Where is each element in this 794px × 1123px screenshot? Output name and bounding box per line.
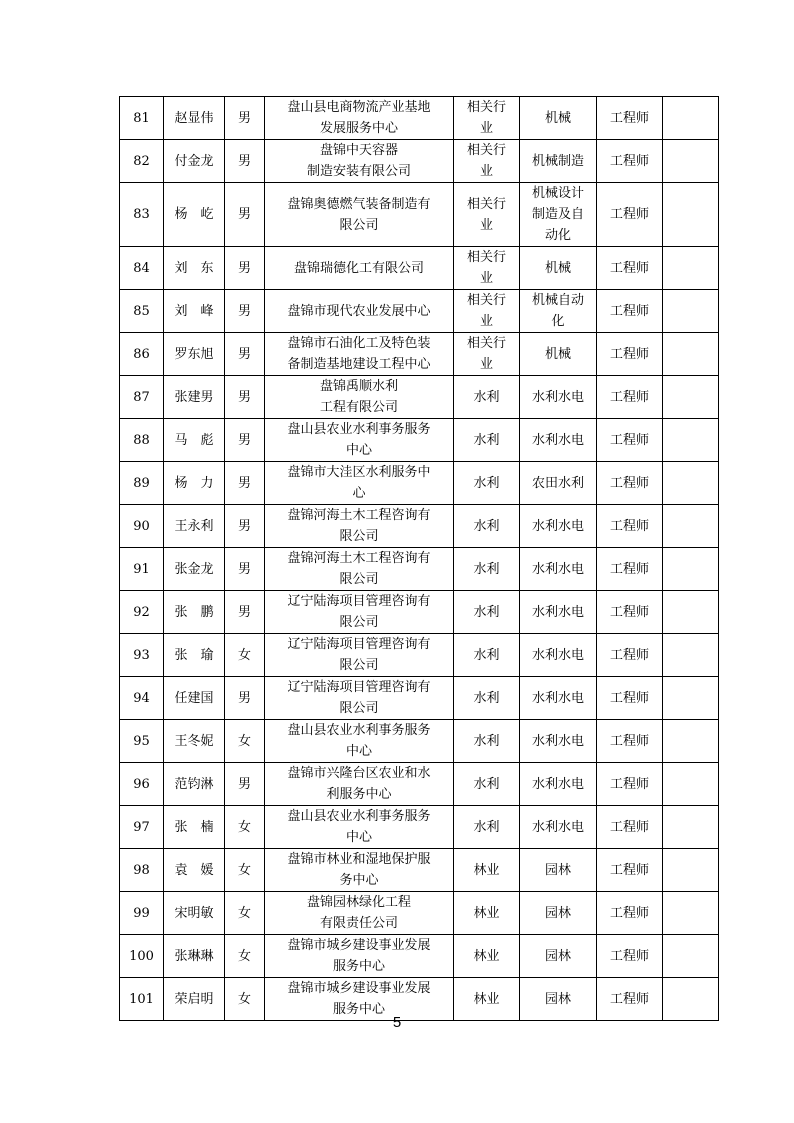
note-cell bbox=[663, 247, 719, 290]
specialty-cell: 园林 bbox=[520, 849, 597, 892]
person-name-cell: 付金龙 bbox=[164, 140, 225, 183]
table-row bbox=[120, 720, 719, 763]
professional-title-cell: 工程师 bbox=[597, 97, 663, 140]
table-row bbox=[120, 806, 719, 849]
professional-title-cell: 工程师 bbox=[597, 548, 663, 591]
professional-title-cell: 工程师 bbox=[597, 935, 663, 978]
note-cell bbox=[663, 591, 719, 634]
row-number-cell: 93 bbox=[120, 634, 164, 677]
work-unit-cell: 辽宁陆海项目管理咨询有 限公司 bbox=[265, 634, 454, 677]
gender-cell: 女 bbox=[225, 978, 265, 1021]
professional-title-cell: 工程师 bbox=[597, 677, 663, 720]
professional-title-cell: 工程师 bbox=[597, 591, 663, 634]
person-name-cell: 王永利 bbox=[164, 505, 225, 548]
specialty-cell: 水利水电 bbox=[520, 548, 597, 591]
work-unit-cell: 盘锦河海土木工程咨询有 限公司 bbox=[265, 505, 454, 548]
page-number: 5 bbox=[392, 1014, 402, 1031]
row-number-cell: 94 bbox=[120, 677, 164, 720]
work-unit-cell: 盘锦市大洼区水利服务中 心 bbox=[265, 462, 454, 505]
table-row bbox=[120, 290, 719, 333]
specialty-cell: 机械设计 制造及自 动化 bbox=[520, 183, 597, 247]
row-number-cell: 88 bbox=[120, 419, 164, 462]
table-row bbox=[120, 548, 719, 591]
work-unit-cell: 盘锦河海土木工程咨询有 限公司 bbox=[265, 548, 454, 591]
person-name-cell: 范钧淋 bbox=[164, 763, 225, 806]
specialty-cell: 机械 bbox=[520, 247, 597, 290]
row-number-cell: 92 bbox=[120, 591, 164, 634]
specialty-cell: 园林 bbox=[520, 892, 597, 935]
industry-cell: 水利 bbox=[454, 376, 520, 419]
note-cell bbox=[663, 333, 719, 376]
professional-title-cell: 工程师 bbox=[597, 140, 663, 183]
work-unit-cell: 盘锦园林绿化工程 有限责任公司 bbox=[265, 892, 454, 935]
gender-cell: 男 bbox=[225, 462, 265, 505]
row-number-cell: 101 bbox=[120, 978, 164, 1021]
industry-cell: 林业 bbox=[454, 849, 520, 892]
gender-cell: 男 bbox=[225, 505, 265, 548]
specialty-cell: 水利水电 bbox=[520, 720, 597, 763]
work-unit-cell: 盘锦瑞德化工有限公司 bbox=[265, 247, 454, 290]
table-row bbox=[120, 763, 719, 806]
specialty-cell: 农田水利 bbox=[520, 462, 597, 505]
industry-cell: 水利 bbox=[454, 634, 520, 677]
industry-cell: 相关行 业 bbox=[454, 333, 520, 376]
gender-cell: 男 bbox=[225, 591, 265, 634]
person-name-cell: 马 彪 bbox=[164, 419, 225, 462]
note-cell bbox=[663, 720, 719, 763]
table-row bbox=[120, 677, 719, 720]
industry-cell: 水利 bbox=[454, 763, 520, 806]
table-row bbox=[120, 462, 719, 505]
person-name-cell: 刘 峰 bbox=[164, 290, 225, 333]
work-unit-cell: 盘锦市石油化工及特色装 备制造基地建设工程中心 bbox=[265, 333, 454, 376]
table-row bbox=[120, 591, 719, 634]
specialty-cell: 园林 bbox=[520, 978, 597, 1021]
work-unit-cell: 盘山县农业水利事务服务 中心 bbox=[265, 720, 454, 763]
row-number-cell: 98 bbox=[120, 849, 164, 892]
person-name-cell: 张 楠 bbox=[164, 806, 225, 849]
work-unit-cell: 盘锦中天容器 制造安装有限公司 bbox=[265, 140, 454, 183]
gender-cell: 男 bbox=[225, 140, 265, 183]
note-cell bbox=[663, 97, 719, 140]
specialty-cell: 水利水电 bbox=[520, 591, 597, 634]
industry-cell: 水利 bbox=[454, 548, 520, 591]
professional-title-cell: 工程师 bbox=[597, 763, 663, 806]
note-cell bbox=[663, 419, 719, 462]
table-row bbox=[120, 892, 719, 935]
person-name-cell: 杨 力 bbox=[164, 462, 225, 505]
specialty-cell: 机械 bbox=[520, 333, 597, 376]
row-number-cell: 90 bbox=[120, 505, 164, 548]
table-row bbox=[120, 419, 719, 462]
row-number-cell: 84 bbox=[120, 247, 164, 290]
note-cell bbox=[663, 763, 719, 806]
industry-cell: 林业 bbox=[454, 892, 520, 935]
professional-title-cell: 工程师 bbox=[597, 333, 663, 376]
gender-cell: 女 bbox=[225, 806, 265, 849]
gender-cell: 男 bbox=[225, 290, 265, 333]
industry-cell: 水利 bbox=[454, 806, 520, 849]
person-name-cell: 张琳琳 bbox=[164, 935, 225, 978]
note-cell bbox=[663, 849, 719, 892]
work-unit-cell: 辽宁陆海项目管理咨询有 限公司 bbox=[265, 591, 454, 634]
professional-title-cell: 工程师 bbox=[597, 849, 663, 892]
professional-title-cell: 工程师 bbox=[597, 505, 663, 548]
note-cell bbox=[663, 505, 719, 548]
professional-title-cell: 工程师 bbox=[597, 247, 663, 290]
specialty-cell: 园林 bbox=[520, 935, 597, 978]
person-name-cell: 张 瑜 bbox=[164, 634, 225, 677]
industry-cell: 相关行 业 bbox=[454, 140, 520, 183]
gender-cell: 男 bbox=[225, 97, 265, 140]
work-unit-cell: 盘山县农业水利事务服务 中心 bbox=[265, 419, 454, 462]
row-number-cell: 97 bbox=[120, 806, 164, 849]
personnel-table bbox=[119, 96, 719, 1021]
note-cell bbox=[663, 806, 719, 849]
table-row bbox=[120, 634, 719, 677]
industry-cell: 相关行 业 bbox=[454, 290, 520, 333]
gender-cell: 男 bbox=[225, 548, 265, 591]
person-name-cell: 张 鹏 bbox=[164, 591, 225, 634]
row-number-cell: 81 bbox=[120, 97, 164, 140]
industry-cell: 水利 bbox=[454, 505, 520, 548]
professional-title-cell: 工程师 bbox=[597, 634, 663, 677]
gender-cell: 男 bbox=[225, 247, 265, 290]
professional-title-cell: 工程师 bbox=[597, 806, 663, 849]
row-number-cell: 89 bbox=[120, 462, 164, 505]
table-row bbox=[120, 247, 719, 290]
note-cell bbox=[663, 935, 719, 978]
specialty-cell: 水利水电 bbox=[520, 806, 597, 849]
work-unit-cell: 盘锦市兴隆台区农业和水 利服务中心 bbox=[265, 763, 454, 806]
table-body bbox=[120, 97, 719, 1021]
gender-cell: 男 bbox=[225, 677, 265, 720]
work-unit-cell: 盘锦市城乡建设事业发展 服务中心 bbox=[265, 935, 454, 978]
work-unit-cell: 盘锦市城乡建设事业发展 服务中心 bbox=[265, 978, 454, 1021]
note-cell bbox=[663, 290, 719, 333]
note-cell bbox=[663, 183, 719, 247]
person-name-cell: 王冬妮 bbox=[164, 720, 225, 763]
note-cell bbox=[663, 548, 719, 591]
note-cell bbox=[663, 140, 719, 183]
work-unit-cell: 盘锦奥德燃气装备制造有 限公司 bbox=[265, 183, 454, 247]
industry-cell: 相关行 业 bbox=[454, 247, 520, 290]
specialty-cell: 机械 bbox=[520, 97, 597, 140]
row-number-cell: 82 bbox=[120, 140, 164, 183]
specialty-cell: 水利水电 bbox=[520, 505, 597, 548]
note-cell bbox=[663, 892, 719, 935]
gender-cell: 女 bbox=[225, 935, 265, 978]
professional-title-cell: 工程师 bbox=[597, 892, 663, 935]
person-name-cell: 袁 媛 bbox=[164, 849, 225, 892]
specialty-cell: 机械自动 化 bbox=[520, 290, 597, 333]
industry-cell: 相关行 业 bbox=[454, 183, 520, 247]
professional-title-cell: 工程师 bbox=[597, 183, 663, 247]
professional-title-cell: 工程师 bbox=[597, 462, 663, 505]
row-number-cell: 83 bbox=[120, 183, 164, 247]
specialty-cell: 水利水电 bbox=[520, 634, 597, 677]
gender-cell: 女 bbox=[225, 720, 265, 763]
gender-cell: 男 bbox=[225, 419, 265, 462]
person-name-cell: 荣启明 bbox=[164, 978, 225, 1021]
person-name-cell: 张金龙 bbox=[164, 548, 225, 591]
industry-cell: 水利 bbox=[454, 419, 520, 462]
row-number-cell: 91 bbox=[120, 548, 164, 591]
work-unit-cell: 盘锦市林业和湿地保护服 务中心 bbox=[265, 849, 454, 892]
professional-title-cell: 工程师 bbox=[597, 290, 663, 333]
person-name-cell: 宋明敏 bbox=[164, 892, 225, 935]
industry-cell: 林业 bbox=[454, 978, 520, 1021]
person-name-cell: 任建国 bbox=[164, 677, 225, 720]
professional-title-cell: 工程师 bbox=[597, 376, 663, 419]
note-cell bbox=[663, 634, 719, 677]
industry-cell: 水利 bbox=[454, 591, 520, 634]
work-unit-cell: 盘锦禹顺水利 工程有限公司 bbox=[265, 376, 454, 419]
row-number-cell: 86 bbox=[120, 333, 164, 376]
professional-title-cell: 工程师 bbox=[597, 720, 663, 763]
specialty-cell: 水利水电 bbox=[520, 763, 597, 806]
specialty-cell: 机械制造 bbox=[520, 140, 597, 183]
note-cell bbox=[663, 677, 719, 720]
work-unit-cell: 盘山县电商物流产业基地 发展服务中心 bbox=[265, 97, 454, 140]
row-number-cell: 95 bbox=[120, 720, 164, 763]
gender-cell: 男 bbox=[225, 333, 265, 376]
person-name-cell: 罗东旭 bbox=[164, 333, 225, 376]
person-name-cell: 杨 屹 bbox=[164, 183, 225, 247]
row-number-cell: 85 bbox=[120, 290, 164, 333]
table-row bbox=[120, 505, 719, 548]
note-cell bbox=[663, 462, 719, 505]
gender-cell: 男 bbox=[225, 183, 265, 247]
gender-cell: 女 bbox=[225, 892, 265, 935]
work-unit-cell: 辽宁陆海项目管理咨询有 限公司 bbox=[265, 677, 454, 720]
gender-cell: 男 bbox=[225, 763, 265, 806]
table-row bbox=[120, 97, 719, 140]
professional-title-cell: 工程师 bbox=[597, 419, 663, 462]
row-number-cell: 87 bbox=[120, 376, 164, 419]
industry-cell: 水利 bbox=[454, 462, 520, 505]
table-row bbox=[120, 935, 719, 978]
work-unit-cell: 盘锦市现代农业发展中心 bbox=[265, 290, 454, 333]
specialty-cell: 水利水电 bbox=[520, 376, 597, 419]
table-row bbox=[120, 183, 719, 247]
table-row bbox=[120, 376, 719, 419]
specialty-cell: 水利水电 bbox=[520, 677, 597, 720]
gender-cell: 男 bbox=[225, 376, 265, 419]
person-name-cell: 刘 东 bbox=[164, 247, 225, 290]
industry-cell: 水利 bbox=[454, 720, 520, 763]
specialty-cell: 水利水电 bbox=[520, 419, 597, 462]
row-number-cell: 99 bbox=[120, 892, 164, 935]
table-row bbox=[120, 140, 719, 183]
industry-cell: 林业 bbox=[454, 935, 520, 978]
note-cell bbox=[663, 376, 719, 419]
person-name-cell: 张建男 bbox=[164, 376, 225, 419]
person-name-cell: 赵显伟 bbox=[164, 97, 225, 140]
row-number-cell: 100 bbox=[120, 935, 164, 978]
industry-cell: 相关行 业 bbox=[454, 97, 520, 140]
table-row bbox=[120, 849, 719, 892]
gender-cell: 女 bbox=[225, 634, 265, 677]
gender-cell: 女 bbox=[225, 849, 265, 892]
row-number-cell: 96 bbox=[120, 763, 164, 806]
professional-title-cell: 工程师 bbox=[597, 978, 663, 1021]
work-unit-cell: 盘山县农业水利事务服务 中心 bbox=[265, 806, 454, 849]
industry-cell: 水利 bbox=[454, 677, 520, 720]
table-row bbox=[120, 333, 719, 376]
